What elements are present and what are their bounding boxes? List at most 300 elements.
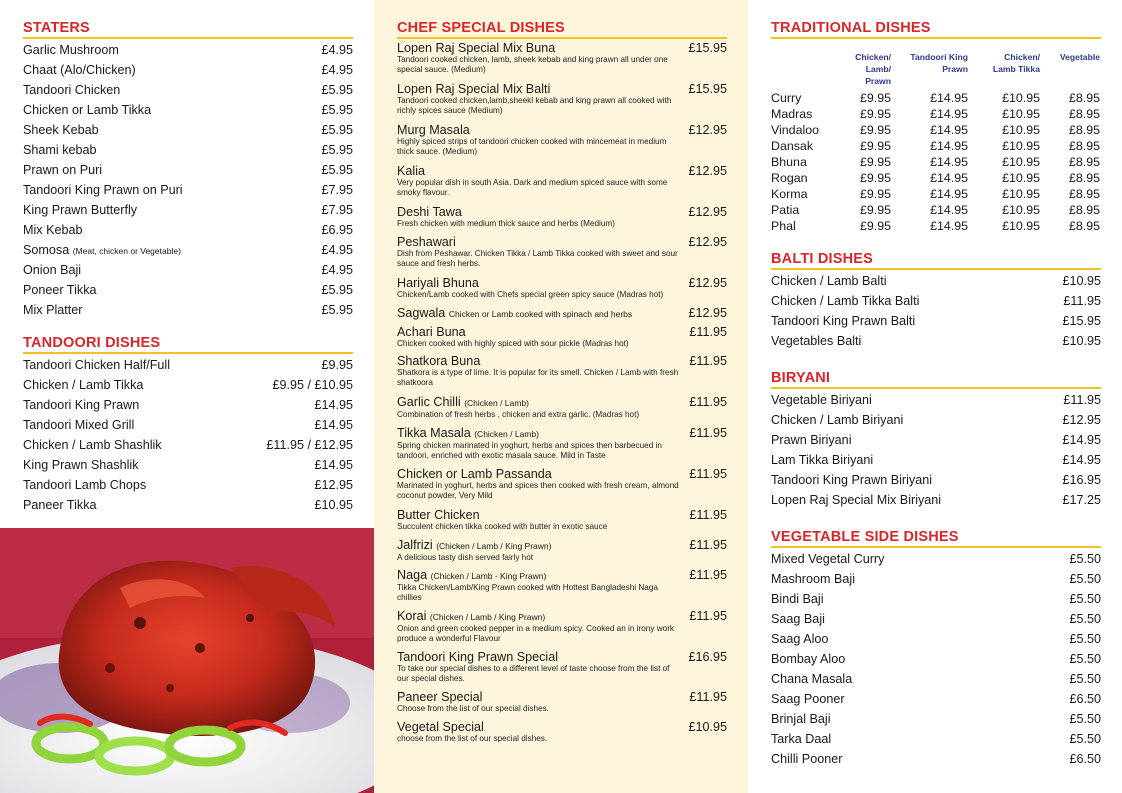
item-price: £14.95 xyxy=(314,458,353,472)
chef-item-name-wrap xyxy=(397,276,479,290)
chef-item-desc: Shatkora is a type of lime. It is popular for its smell. Chicken / Lamb with fresh shatkoora xyxy=(397,368,679,387)
chef-item-desc: Tandoori cooked chicken,lamb,sheekl kebab and king prawn all cooked with richly spices sauce (Medium) xyxy=(397,96,672,115)
balti-item xyxy=(771,291,1101,311)
item-price: £14.95 xyxy=(314,418,353,432)
chef-special-item xyxy=(397,467,727,501)
chef-item-line xyxy=(397,690,727,704)
item-price: £9.95 / £10.95 xyxy=(272,378,353,392)
item-name-wrap xyxy=(771,311,915,331)
chef-item-price: £15.95 xyxy=(688,82,727,96)
item-name-wrap xyxy=(771,470,932,490)
chef-special-item xyxy=(397,235,727,269)
vegetable-item xyxy=(771,609,1101,629)
chef-item-desc: choose from the list of our special dishes. xyxy=(397,734,548,743)
item-name-wrap xyxy=(771,331,861,351)
staters-item xyxy=(23,200,353,220)
item-price: £10.95 xyxy=(314,498,353,512)
item-price: £16.95 xyxy=(1062,473,1101,487)
chef-special-item xyxy=(397,205,727,229)
chef-item-desc: Spring chicken marinated in yoghurt, herbs and spices then barbecued in tandoori, enriched with exotic masala sauce. Mild in Taste xyxy=(397,441,662,460)
item-price: £11.95 / £12.95 xyxy=(266,438,353,452)
traditional-dish-name: Vindaloo xyxy=(771,123,820,137)
biryani-item xyxy=(771,430,1101,450)
chef-item-desc: Fresh chicken with medium thick sauce and herbs (Medium) xyxy=(397,219,615,228)
chef-item-note: (Chicken / Lamb) xyxy=(474,429,539,439)
item-name: Vegetables Balti xyxy=(771,334,862,348)
chef-item-name: Shatkora Buna xyxy=(397,354,481,368)
chef-item-desc: Very popular dish in south Asia. Dark and medium spiced sauce with some smoky flavour. xyxy=(397,178,668,197)
tandoori-item xyxy=(23,475,353,495)
traditional-price: £8.95 xyxy=(1068,155,1100,169)
item-name: Tandoori Chicken xyxy=(23,83,121,97)
chef-item-desc: Chicken/Lamb cooked with Chefs special green spicy sauce (Madras hot) xyxy=(397,290,664,299)
staters-item xyxy=(23,120,353,140)
chef-item-line xyxy=(397,325,727,339)
chef-item-name-wrap xyxy=(397,205,462,219)
item-price: £4.95 xyxy=(321,43,353,57)
traditional-price: £10.95 xyxy=(1002,155,1040,169)
chef-item-line xyxy=(397,205,727,219)
chef-item-line xyxy=(397,306,727,321)
traditional-price: £9.95 xyxy=(859,155,891,169)
item-name: Tandoori Chicken Half/Full xyxy=(23,358,170,372)
chef-item-name: Naga xyxy=(397,568,428,582)
tandoori-item xyxy=(23,495,353,515)
item-name-wrap xyxy=(23,120,99,140)
staters-item xyxy=(23,280,353,300)
chef-item-price: £12.95 xyxy=(688,276,727,290)
chef-special-item xyxy=(397,354,727,388)
traditional-price: £9.95 xyxy=(859,171,891,185)
chef-item-note: (Chicken / Lamb / King Prawn) xyxy=(436,541,552,551)
chef-item-name-wrap xyxy=(397,467,552,481)
chef-item-name: Korai xyxy=(397,609,427,623)
item-name: Lopen Raj Special Mix Biriyani xyxy=(771,493,942,507)
item-price: £5.95 xyxy=(321,83,353,97)
biryani-item xyxy=(771,410,1101,430)
chef-item-price: £12.95 xyxy=(688,164,727,178)
item-price: £5.50 xyxy=(1069,732,1101,746)
item-name-wrap xyxy=(23,300,82,320)
chef-item-note: (Chicken / Lamb / King Prawn) xyxy=(429,612,546,622)
item-name: Saag Baji xyxy=(771,612,825,626)
item-name: Brinjal Baji xyxy=(771,712,831,726)
item-name: Chaat (Alo/Chicken) xyxy=(23,63,136,77)
chef-item-note: (Chicken / Lamb - King Prawn) xyxy=(430,571,547,581)
chef-item-name-wrap xyxy=(397,395,529,410)
item-price: £5.50 xyxy=(1069,652,1101,666)
vegetable-item xyxy=(771,549,1101,569)
staters-item xyxy=(23,260,353,280)
chef-special-item xyxy=(397,609,727,644)
chef-item-name: Deshi Tawa xyxy=(397,205,462,219)
item-name-wrap xyxy=(23,220,83,240)
tandoori-title: TANDOORI DISHES xyxy=(23,335,353,354)
tandoori-item xyxy=(23,455,353,475)
chef-item-price: £11.95 xyxy=(689,568,727,582)
chef-item-name-wrap xyxy=(397,720,484,734)
chef-item-name: Lopen Raj Special Mix Buna xyxy=(397,41,556,55)
traditional-price: £9.95 xyxy=(859,203,891,217)
staters-item xyxy=(23,300,353,320)
item-name: King Prawn Shashlik xyxy=(23,458,139,472)
traditional-dish-name: Patia xyxy=(771,203,800,217)
chef-item-name: Peshawari xyxy=(397,235,456,249)
item-price: £5.50 xyxy=(1069,552,1101,566)
vegetable-item xyxy=(771,729,1101,749)
biryani-item xyxy=(771,450,1101,470)
staters-item xyxy=(23,220,353,240)
biryani-item xyxy=(771,390,1101,410)
traditional-price: £14.95 xyxy=(930,203,968,217)
item-name: Tandoori King Prawn Biriyani xyxy=(771,473,933,487)
chef-item-line xyxy=(397,568,727,583)
item-price: £4.95 xyxy=(321,63,353,77)
traditional-price: £10.95 xyxy=(1002,107,1040,121)
item-name-wrap xyxy=(771,549,884,569)
chef-special-item xyxy=(397,306,727,321)
traditional-row xyxy=(771,106,1101,122)
chef-item-price: £11.95 xyxy=(689,325,727,339)
item-name-wrap xyxy=(771,410,903,430)
traditional-header-tandoori-king-prawn: Tandoori King Prawn xyxy=(910,52,968,74)
chef-special-item xyxy=(397,325,727,349)
item-name: Tandoori Mixed Grill xyxy=(23,418,135,432)
chef-item-name: Jalfrizi xyxy=(397,538,433,552)
traditional-price: £10.95 xyxy=(1002,171,1040,185)
chef-item-name-wrap xyxy=(397,650,558,664)
traditional-price: £8.95 xyxy=(1068,187,1100,201)
vegetable-item xyxy=(771,569,1101,589)
item-price: £5.95 xyxy=(321,163,353,177)
staters-item xyxy=(23,160,353,180)
vegetable-item xyxy=(771,689,1101,709)
item-name: Chicken / Lamb Tikka xyxy=(23,378,144,392)
vegetable-side-title: VEGETABLE SIDE DISHES xyxy=(771,529,1101,548)
chef-item-line xyxy=(397,276,727,290)
traditional-price: £9.95 xyxy=(859,91,891,105)
item-price: £17.25 xyxy=(1062,493,1101,507)
balti-item xyxy=(771,331,1101,351)
traditional-row xyxy=(771,202,1101,218)
chef-item-price: £10.95 xyxy=(688,720,727,734)
traditional-title: TRADITIONAL DISHES xyxy=(771,20,1101,39)
item-name: Mix Kebab xyxy=(23,223,83,237)
chef-item-name-wrap xyxy=(397,235,456,249)
chef-item-name-wrap xyxy=(397,325,466,339)
item-name-wrap xyxy=(771,749,842,769)
chef-item-name: Tandoori King Prawn Special xyxy=(397,650,559,664)
chef-item-price: £11.95 xyxy=(689,538,727,552)
staters-item xyxy=(23,60,353,80)
chef-item-price: £11.95 xyxy=(689,395,727,409)
chef-special-item xyxy=(397,650,727,684)
chef-item-line xyxy=(397,41,727,55)
staters-item xyxy=(23,180,353,200)
vegetable-item xyxy=(771,649,1101,669)
item-name-wrap xyxy=(23,140,97,160)
traditional-price: £8.95 xyxy=(1068,219,1100,233)
traditional-price: £14.95 xyxy=(930,91,968,105)
item-name: Bombay Aloo xyxy=(771,652,846,666)
item-name-wrap xyxy=(771,430,852,450)
item-name: Mixed Vegetal Curry xyxy=(771,552,885,566)
menu-column-middle xyxy=(374,0,748,793)
vegetable-item xyxy=(771,589,1101,609)
chef-item-name-wrap xyxy=(397,123,470,137)
traditional-row xyxy=(771,90,1101,106)
item-name: Chicken / Lamb Tikka Balti xyxy=(771,294,920,308)
item-price: £15.95 xyxy=(1062,314,1101,328)
item-price: £5.50 xyxy=(1069,712,1101,726)
item-name: Chana Masala xyxy=(771,672,853,686)
chef-special-item xyxy=(397,690,727,714)
traditional-price: £8.95 xyxy=(1068,139,1100,153)
item-price: £4.95 xyxy=(321,263,353,277)
item-name-wrap xyxy=(771,569,855,589)
item-name: Poneer Tikka xyxy=(23,283,97,297)
chef-item-price: £12.95 xyxy=(688,123,727,137)
item-price: £12.95 xyxy=(1062,413,1101,427)
chef-item-line xyxy=(397,123,727,137)
item-price: £6.95 xyxy=(321,223,353,237)
item-price: £5.95 xyxy=(321,303,353,317)
chef-item-line xyxy=(397,426,727,441)
item-price: £5.95 xyxy=(321,103,353,117)
item-price: £6.50 xyxy=(1069,692,1101,706)
traditional-price: £14.95 xyxy=(930,219,968,233)
item-price: £10.95 xyxy=(1062,274,1101,288)
item-price: £5.50 xyxy=(1069,632,1101,646)
tandoori-chicken-photo xyxy=(0,528,374,793)
chef-item-name: Vegetal Special xyxy=(397,720,484,734)
tandoori-item xyxy=(23,395,353,415)
balti-title: BALTI DISHES xyxy=(771,251,1101,270)
chef-item-price: £11.95 xyxy=(689,508,727,522)
traditional-price: £14.95 xyxy=(930,155,968,169)
chef-item-price: £11.95 xyxy=(689,467,727,481)
chef-item-price: £12.95 xyxy=(688,306,727,320)
item-price: £12.95 xyxy=(314,478,353,492)
item-price: £9.95 xyxy=(321,358,353,372)
chef-special-item xyxy=(397,123,727,157)
chef-item-name: Sagwala xyxy=(397,306,446,320)
chef-special-item xyxy=(397,508,727,532)
vegetable-item xyxy=(771,669,1101,689)
chef-item-desc: To take our special dishes to a different level of taste choose from the list of our special dishes. xyxy=(397,664,670,683)
item-price: £6.50 xyxy=(1069,752,1101,766)
item-name: Tandoori King Prawn on Puri xyxy=(23,183,183,197)
item-name: Tandoori Lamb Chops xyxy=(23,478,147,492)
item-name: Tarka Daal xyxy=(771,732,832,746)
traditional-header-chicken-lamb-tikka: Chicken/ Lamb Tikka xyxy=(992,52,1040,74)
item-price: £11.95 xyxy=(1063,393,1101,407)
traditional-price: £14.95 xyxy=(930,187,968,201)
staters-title: STATERS xyxy=(23,20,353,39)
traditional-row xyxy=(771,122,1101,138)
vegetable-item xyxy=(771,709,1101,729)
chef-special-item xyxy=(397,82,727,116)
traditional-price: £10.95 xyxy=(1002,219,1040,233)
item-price: £7.95 xyxy=(321,203,353,217)
chef-special-item xyxy=(397,538,727,563)
traditional-dish-name: Korma xyxy=(771,187,808,201)
item-name: Onion Baji xyxy=(23,263,82,277)
staters-item xyxy=(23,240,353,260)
chef-item-name: Kalia xyxy=(397,164,426,178)
chef-item-desc: Dish from Peshawar. Chicken Tikka / Lamb Tikka cooked with sweet and sour sauce and fresh herbs. xyxy=(397,249,678,268)
item-name: Paneer Tikka xyxy=(23,498,97,512)
chef-item-line xyxy=(397,354,727,368)
traditional-dish-name: Rogan xyxy=(771,171,808,185)
chef-item-price: £11.95 xyxy=(689,690,727,704)
item-name-wrap xyxy=(23,180,183,200)
chef-item-desc: Tandoori cooked chicken, lamb, sheek kebab and king prawn all under one special sauce. (Medium) xyxy=(397,55,668,74)
item-name-wrap xyxy=(771,729,831,749)
traditional-price: £14.95 xyxy=(930,139,968,153)
chef-item-line xyxy=(397,508,727,522)
item-price: £5.50 xyxy=(1069,672,1101,686)
item-price: £10.95 xyxy=(1062,334,1101,348)
item-name-wrap xyxy=(771,669,852,689)
item-price: £5.95 xyxy=(321,143,353,157)
item-name: Bindi Baji xyxy=(771,592,824,606)
chef-item-name-wrap xyxy=(397,568,546,583)
item-name-wrap xyxy=(23,160,102,180)
item-name-wrap xyxy=(23,415,134,435)
chef-item-price: £11.95 xyxy=(689,426,727,440)
item-name-wrap xyxy=(23,495,97,515)
chef-item-name: Chicken or Lamb Passanda xyxy=(397,467,552,481)
item-name-wrap xyxy=(771,291,919,311)
traditional-price: £10.95 xyxy=(1002,91,1040,105)
item-name: Somosa xyxy=(23,243,70,257)
chef-item-desc: Tikka Chicken/Lamb/King Prawn cooked with Hottest Bangladeshi Naga chillies xyxy=(397,583,658,602)
chef-item-line xyxy=(397,395,727,410)
chef-item-name-wrap xyxy=(397,41,555,55)
item-price: £5.50 xyxy=(1069,592,1101,606)
traditional-price: £10.95 xyxy=(1002,123,1040,137)
chef-item-name-wrap xyxy=(397,538,551,553)
item-name: Chicken / Lamb Biriyani xyxy=(771,413,904,427)
item-name: Saag Pooner xyxy=(771,692,845,706)
chef-item-price: £12.95 xyxy=(688,205,727,219)
item-name-wrap xyxy=(23,280,97,300)
balti-item xyxy=(771,271,1101,291)
item-name-wrap xyxy=(771,271,887,291)
traditional-price: £9.95 xyxy=(859,139,891,153)
item-name-wrap xyxy=(23,475,146,495)
chef-item-price: £15.95 xyxy=(688,41,727,55)
chef-item-line xyxy=(397,235,727,249)
traditional-header-chicken-lamb-prawn: Chicken/ Lamb/ Prawn xyxy=(855,52,891,86)
chef-special-item xyxy=(397,41,727,75)
biryani-item xyxy=(771,490,1101,510)
chef-item-desc: A delicious tasty dish served fairly hot xyxy=(397,553,534,562)
chef-special-title: CHEF SPECIAL DISHES xyxy=(397,20,727,39)
chef-item-desc: Combination of fresh herbs , chicken and extra garlic. (Madras hot) xyxy=(397,410,640,419)
chef-item-note: (Chicken / Lamb) xyxy=(464,398,529,408)
traditional-price: £10.95 xyxy=(1002,203,1040,217)
chef-item-note: Chicken or Lamb cooked with spinach and herbs xyxy=(448,309,633,319)
chef-item-price: £12.95 xyxy=(688,235,727,249)
item-name: Mashroom Baji xyxy=(771,572,855,586)
staters-item xyxy=(23,40,353,60)
item-name: Prawn Biriyani xyxy=(771,433,852,447)
item-name-wrap xyxy=(23,80,120,100)
traditional-row xyxy=(771,154,1101,170)
chef-item-desc: Marinated in yoghurt, herbs and spices then cooked with fresh cream, almond coconut powder, Very Mild xyxy=(397,481,679,500)
item-name-wrap xyxy=(23,395,139,415)
tandoori-item xyxy=(23,435,353,455)
item-note: (Meat, chicken or Vegetable) xyxy=(72,246,181,256)
item-name-wrap xyxy=(23,100,151,120)
traditional-price: £8.95 xyxy=(1068,123,1100,137)
item-name: Prawn on Puri xyxy=(23,163,103,177)
item-name: Chicken or Lamb Tikka xyxy=(23,103,152,117)
item-price: £5.50 xyxy=(1069,612,1101,626)
chef-item-line xyxy=(397,467,727,481)
chef-item-name: Hariyali Bhuna xyxy=(397,276,479,290)
item-price: £5.95 xyxy=(321,123,353,137)
item-name: Garlic Mushroom xyxy=(23,43,119,57)
chef-item-name: Tikka Masala xyxy=(397,426,471,440)
chef-item-name-wrap xyxy=(397,354,480,368)
chef-special-item xyxy=(397,395,727,420)
menu-column-left xyxy=(0,0,374,793)
item-price: £14.95 xyxy=(1062,453,1101,467)
chef-item-name-wrap xyxy=(397,508,480,522)
tandoori-item xyxy=(23,355,353,375)
traditional-price: £9.95 xyxy=(859,107,891,121)
chef-item-desc: Highly spiced strips of tandoori chicken cooked with mincemeat in medium thick sauce. (Medium) xyxy=(397,137,667,156)
traditional-price: £10.95 xyxy=(1002,187,1040,201)
item-name-wrap xyxy=(23,240,181,261)
traditional-row xyxy=(771,170,1101,186)
traditional-dish-name: Dansak xyxy=(771,139,814,153)
item-name-wrap xyxy=(23,200,137,220)
traditional-row xyxy=(771,186,1101,202)
chef-item-name-wrap xyxy=(397,690,482,704)
chef-special-item xyxy=(397,568,727,603)
chef-item-line xyxy=(397,609,727,624)
traditional-dish-name: Curry xyxy=(771,91,802,105)
traditional-price: £9.95 xyxy=(859,123,891,137)
chef-item-line xyxy=(397,538,727,553)
item-name-wrap xyxy=(771,450,873,470)
chef-item-name: Butter Chicken xyxy=(397,508,480,522)
chef-item-line xyxy=(397,650,727,664)
item-name: Vegetable Biriyani xyxy=(771,393,872,407)
item-price: £5.95 xyxy=(321,283,353,297)
chef-item-name: Murg Masala xyxy=(397,123,470,137)
item-name-wrap xyxy=(23,435,162,455)
traditional-price: £9.95 xyxy=(859,187,891,201)
menu-column-right xyxy=(748,0,1122,793)
tandoori-item xyxy=(23,415,353,435)
traditional-row xyxy=(771,218,1101,234)
item-price: £14.95 xyxy=(314,398,353,412)
item-name: Mix Platter xyxy=(23,303,83,317)
chef-item-name: Lopen Raj Special Mix Balti xyxy=(397,82,551,96)
traditional-header-vegetable: Vegetable xyxy=(1059,52,1100,62)
staters-item xyxy=(23,140,353,160)
item-name-wrap xyxy=(771,629,828,649)
item-price: £5.50 xyxy=(1069,572,1101,586)
balti-item xyxy=(771,311,1101,331)
item-price: £4.95 xyxy=(321,243,353,257)
traditional-price: £8.95 xyxy=(1068,203,1100,217)
